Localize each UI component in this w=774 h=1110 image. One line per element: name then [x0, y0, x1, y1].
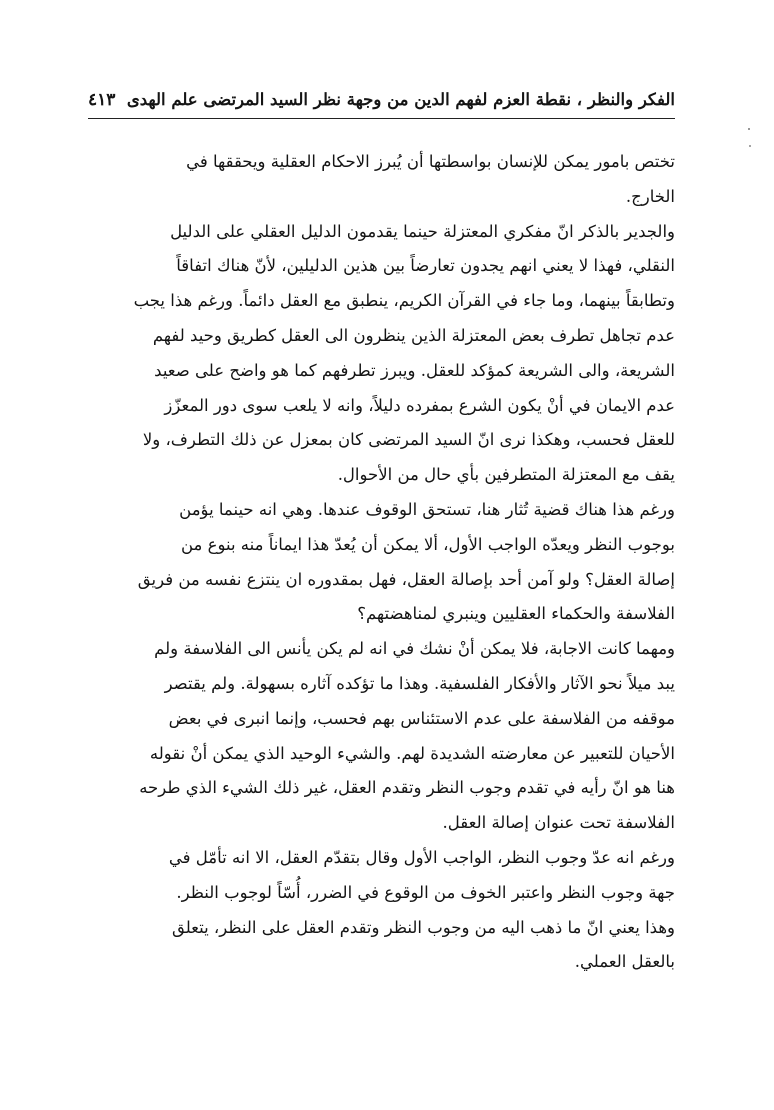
text-line: عدم الايمان في أنْ يكون الشرع بمفرده دليلاً، وانه لا يلعب سوى دور المعزّز — [164, 395, 675, 415]
text-line: تختص بامور يمكن للإنسان بواسطتها أن يُبرز الاحكام العقلية ويحققها في — [186, 152, 675, 171]
text-line: الأحيان للتعبير عن معارضته الشديدة لهم. والشيء الوحيد الذي يمكن أنْ نقوله — [149, 743, 675, 763]
text-line: الفلاسفة والحكماء العقليين وينبري لمناهضتهم؟ — [357, 604, 675, 624]
text-line: ورغم هذا هناك قضية تُثار هنا، تستحق الوقوف عندها. وهي انه حينما يؤمن — [179, 499, 675, 519]
page-number: ٤١٣ — [88, 90, 116, 110]
text-line: النقلي، فهذا لا يعني انهم يجدون تعارضاً بين هذين الدليلين، لأنّ هناك اتفاقاً — [176, 256, 675, 276]
text-line: جهة وجوب النظر واعتبر الخوف من الوقوع في الضرر، أُسّاً لوجوب النظر. — [176, 882, 675, 902]
text-line: والجدير بالذكر انّ مفكري المعتزلة حينما يقدمون الدليل العقلي على الدليل — [170, 221, 675, 241]
text-line: ومهما كانت الاجابة، فلا يمكن أنْ نشك في انه لم يكن يأنس الى الفلاسفة ولم — [154, 639, 675, 659]
body-text — [88, 145, 675, 980]
text-line: يبد ميلاً نحو الآثار والأفكار الفلسفية. وهذا ما تؤكده آثاره بسهولة. ولم يقتصر — [164, 673, 675, 693]
text-line: وهذا يعني انّ ما ذهب اليه من وجوب النظر وتقدم العقل على النظر، يتعلق — [171, 917, 675, 937]
text-line: موقفه من الفلاسفة على عدم الاستئناس بهم فحسب، وإنما انبرى في بعض — [168, 708, 675, 728]
text-line: للعقل فحسب، وهكذا نرى انّ السيد المرتضى كان بمعزل عن ذلك التطرف، ولا — [142, 430, 675, 450]
text-line: بوجوب النظر ويعدّه الواجب الأول، ألا يمكن أن يُعدّ هذا ايماناً منه بنوع من — [180, 534, 675, 554]
scan-speck — [749, 145, 751, 147]
header-title: الفكر والنظر ، نقطة العزم لفهم الدين من وجهة نظر السيد المرتضى علم الهدى — [126, 90, 675, 109]
text-line: بالعقل العملي. — [574, 952, 675, 972]
text-line: ورغم انه عدّ وجوب النظر، الواجب الأول وقال بتقدّم العقل، الا انه تأمّل في — [168, 847, 675, 867]
text-line: وتطابقاً بينهما، وما جاء في القرآن الكريم، ينطبق مع العقل دائماً. ورغم هذا يجب — [133, 291, 675, 311]
text-line: يقف مع المعتزلة المتطرفين بأي حال من الأحوال. — [337, 465, 675, 485]
text-line: الشريعة، والى الشريعة كمؤكد للعقل. ويبرز تطرفهم كما هو واضح على صعيد — [154, 360, 675, 380]
running-header — [88, 86, 675, 116]
text-line: عدم تجاهل تطرف بعض المعتزلة الذين ينظرون الى العقل كطريق وحيد لفهم — [152, 325, 675, 345]
header-rule — [88, 118, 675, 119]
text-line: الفلاسفة تحت عنوان إصالة العقل. — [442, 813, 675, 833]
text-line: هنا هو انّ رأيه في تقدم وجوب النظر وتقدم العقل، غير ذلك الشيء الذي طرحه — [139, 778, 675, 798]
text-line: إصالة العقل؟ ولو آمن أحد بإصالة العقل، فهل بمقدوره ان ينتزع نفسه من فريق — [137, 569, 675, 589]
text-line: الخارج. — [625, 186, 675, 206]
scan-speck — [748, 128, 750, 130]
